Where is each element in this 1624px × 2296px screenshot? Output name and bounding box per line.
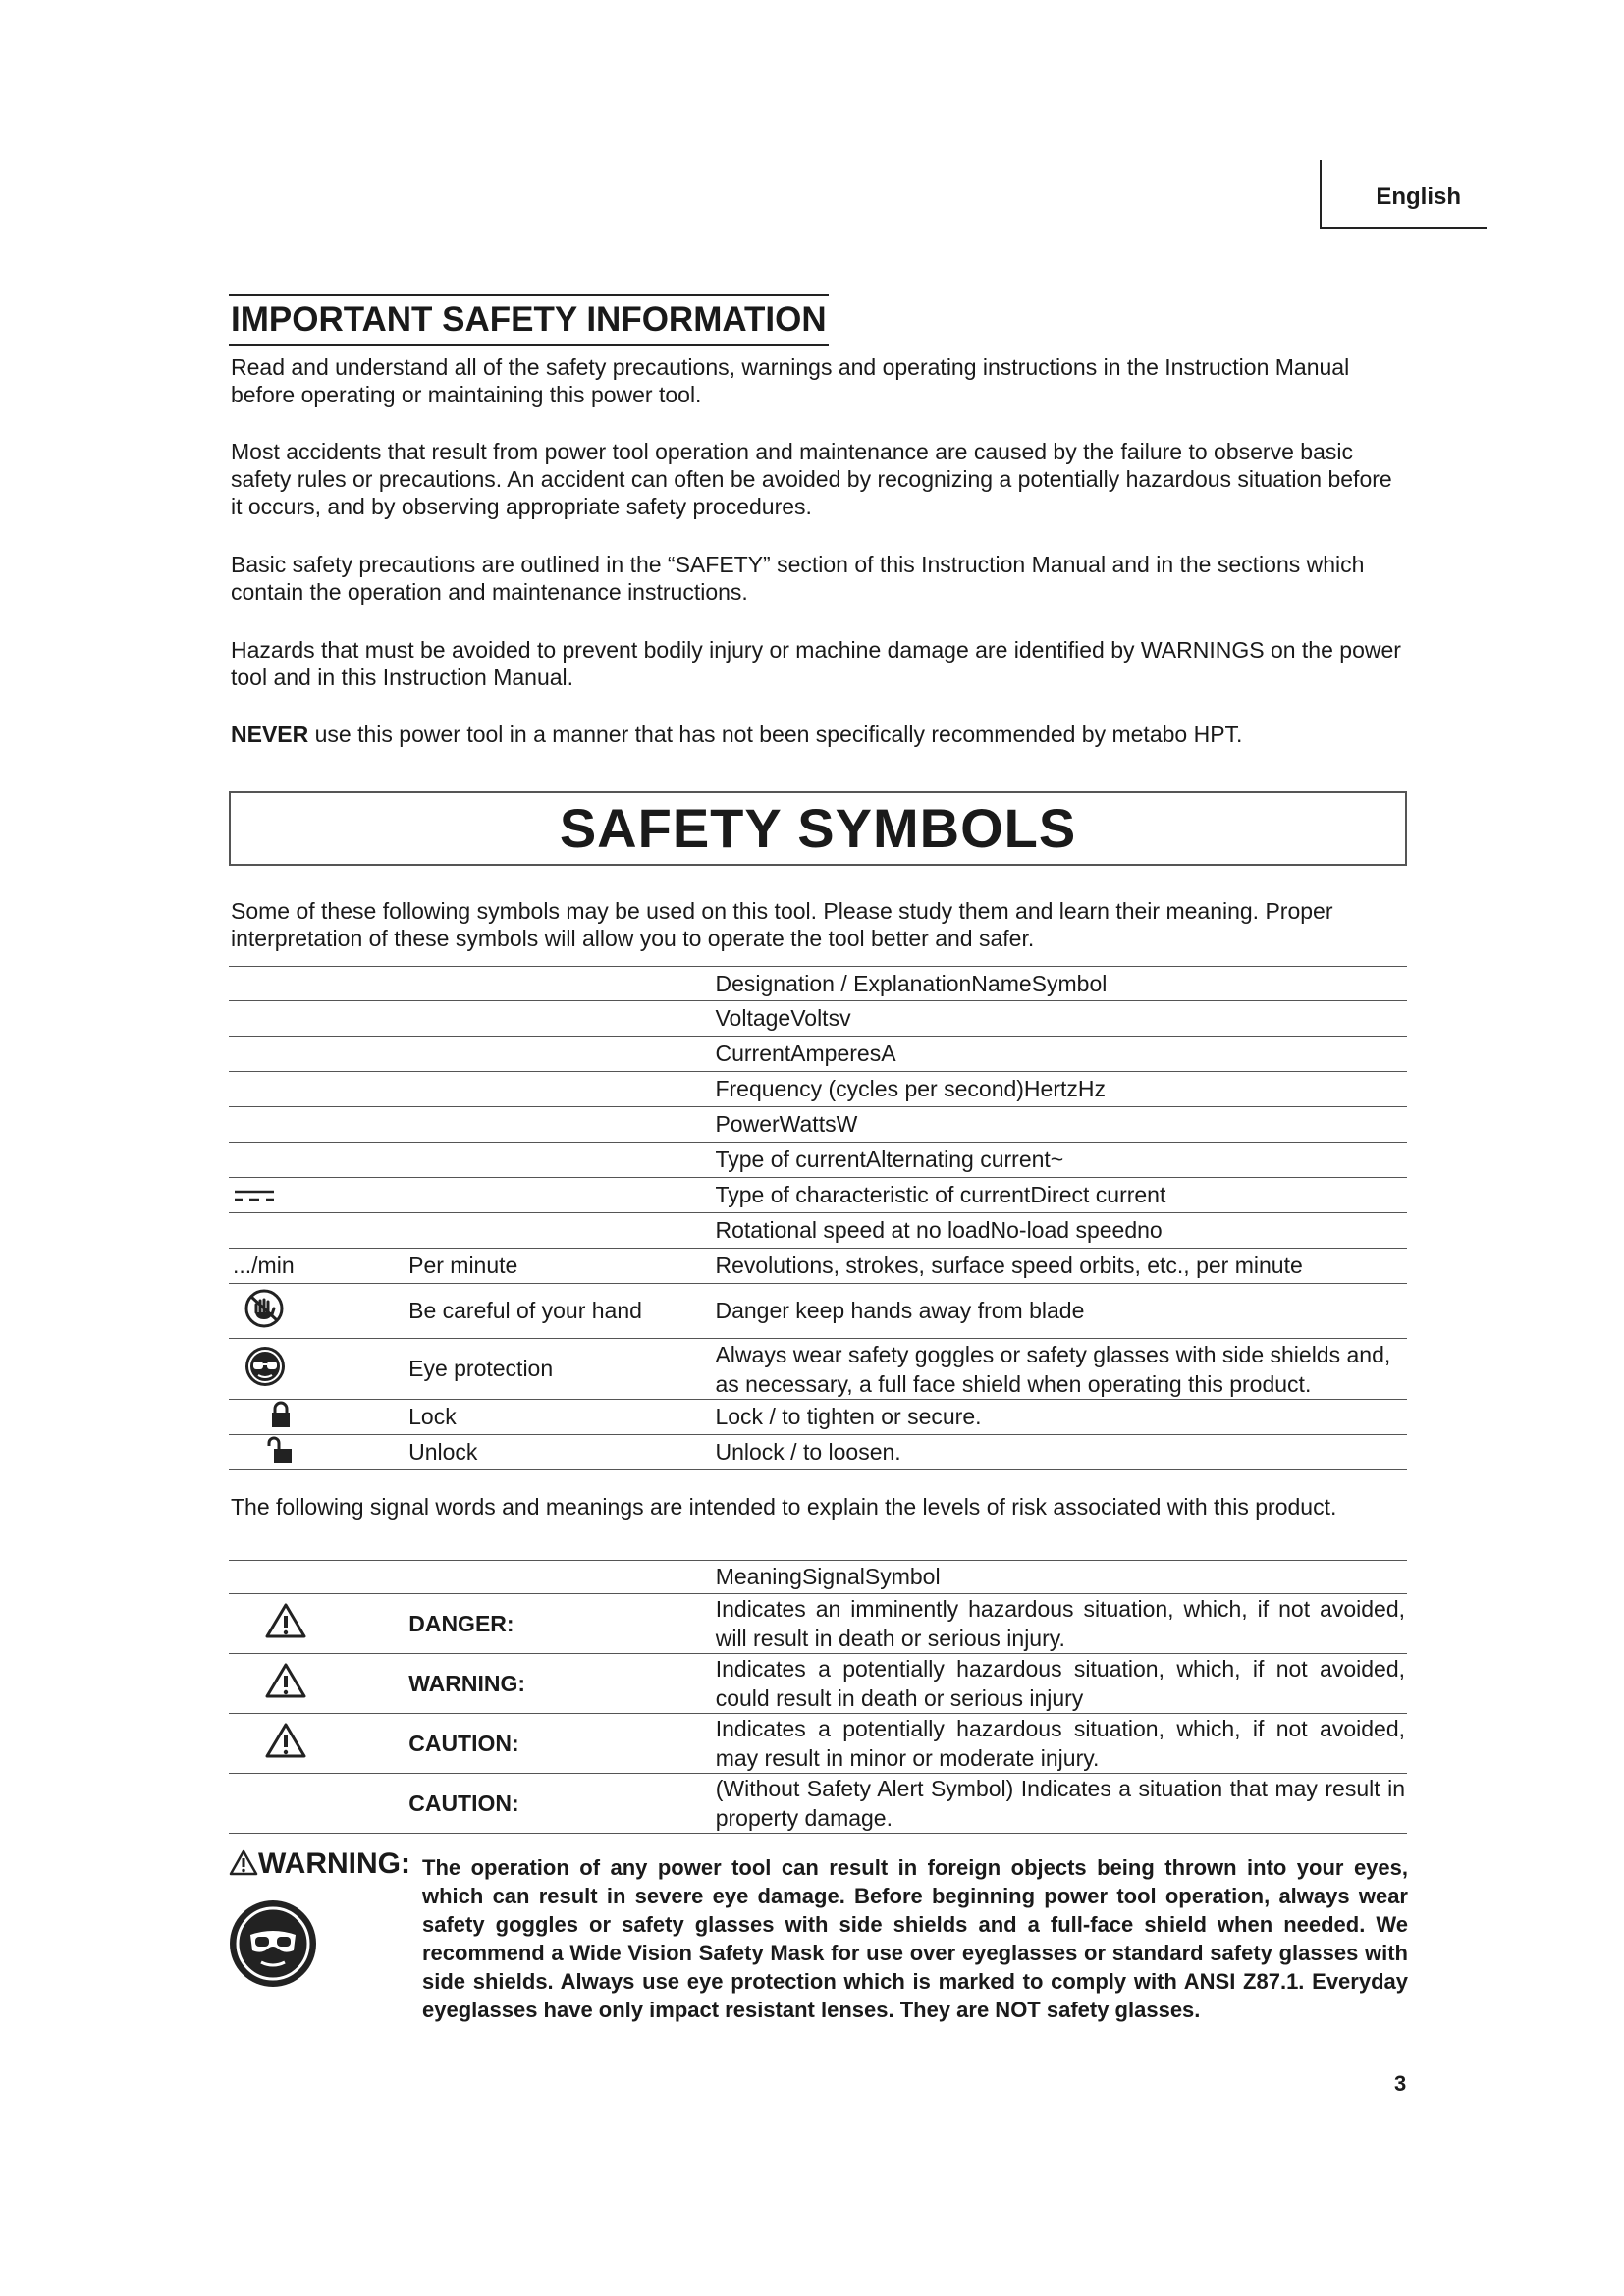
section-title-safety-info: IMPORTANT SAFETY INFORMATION [229,294,829,346]
safety-symbols-banner [229,791,1407,866]
table-header-row [229,1561,1407,1594]
alert-triangle-icon [233,1662,307,1705]
warning-body: The operation of any power tool can result in foreign objects being thrown into your eyes, which can result in severe eye damage. Before beginning power tool operation, always wear safety goggles or safety glasses with side shields and a full-face shield when needed. We recommend a Wide Vision Safety Mask for use over eyeglasses or standard safety glasses with side shields. Always use eye protection which is marked to comply with ANSI Z87.1. Everyday eyeglasses have only impact resistant lenses. They are NOT safety glasses. [422,1855,1408,2022]
table-row: .../min Per minute Revolutions, strokes, surface speed orbits, etc., per minute [229,1249,1407,1284]
table-header-row [229,967,1407,1001]
table-row: Rotational speed at no loadNo-load speedno [229,1213,1407,1249]
page-number: 3 [1394,2071,1407,2096]
symbols-intro: Some of these following symbols may be used on this tool. Please study them and learn their meaning. Proper interpretation of these symbols will allow you to operate the tool better and safer. [231,898,1333,951]
table-row: Lock Lock / to tighten or secure. [229,1400,1407,1435]
eye-protection-icon [233,1346,286,1393]
alert-triangle-icon [233,1602,307,1645]
signal-words-intro: The following signal words and meanings are intended to explain the levels of risk associated with this product. [231,1494,1337,1520]
table-row: CurrentAmperesA [229,1037,1407,1072]
safety-symbols-title: SAFETY SYMBOLS [559,797,1077,859]
table-row: PowerWattsW [229,1107,1407,1143]
table-row: Eye protection Always wear safety goggles or safety glasses with side shields and, as necessary, a full face shield when operating this product. [229,1339,1407,1400]
paragraph-5 [231,721,1407,748]
symbols-table [229,966,1407,1470]
table-row: Type of characteristic of currentDirect current [229,1178,1407,1213]
table-row: CAUTION: Indicates a potentially hazardous situation, which, if not avoided, may result in minor or moderate injury. [229,1714,1407,1774]
paragraph-4: Hazards that must be avoided to prevent bodily injury or machine damage are identified by WARNINGS on the power tool and in this Instruction Manual. [231,637,1401,690]
language-label: English [1376,184,1461,210]
table-row: WARNING: Indicates a potentially hazardous situation, which, if not avoided, could result in death or serious injury [229,1654,1407,1714]
never-emphasis: NEVER [231,721,309,747]
signal-words-table [229,1560,1407,1834]
table-row: CAUTION: (Without Safety Alert Symbol) Indicates a situation that may result in property damage. [229,1774,1407,1834]
warning-title-text: WARNING: [258,1847,410,1880]
paragraph-3: Basic safety precautions are outlined in the “SAFETY” section of this Instruction Manual and in the sections which contain the operation and maintenance instructions. [231,552,1365,605]
alert-triangle-icon [229,1849,258,1884]
table-row: Unlock Unlock / to loosen. [229,1435,1407,1470]
paragraph-2: Most accidents that result from power tool operation and maintenance are caused by the failure to observe basic safety rules or precautions. An accident can often be avoided by recognizing a potentially hazardous situation before it occurs, and by observing appropriate safety procedures. [231,439,1392,519]
alert-triangle-icon [233,1722,307,1765]
table-row: DANGER: Indicates an imminently hazardous situation, which, if not avoided, will result in death or serious injury. [229,1594,1407,1654]
direct-current-icon [233,1189,276,1202]
warning-title [229,1847,410,1884]
paragraph-1: Read and understand all of the safety precautions, warnings and operating instructions in the Instruction Manual before operating or maintaining this power tool. [231,354,1350,407]
table-header-text: Designation / ExplanationNameSymbol [713,967,1407,1001]
table-row: Be careful of your hand Danger keep hands away from blade [229,1284,1407,1339]
table-row: Type of currentAlternating current~ [229,1143,1407,1178]
unlock-icon [233,1436,294,1469]
language-tab [1320,160,1487,229]
paragraph-5-text: use this power tool in a manner that has not been specifically recommended by metabo HPT. [308,721,1243,747]
table-row: Frequency (cycles per second)HertzHz [229,1072,1407,1107]
signal-header-text: MeaningSignalSymbol [714,1561,1407,1594]
hand-warning-icon [233,1289,284,1334]
table-row: VoltageVoltsv [229,1001,1407,1037]
safety-mask-icon [229,1899,317,1993]
lock-icon [233,1401,292,1434]
